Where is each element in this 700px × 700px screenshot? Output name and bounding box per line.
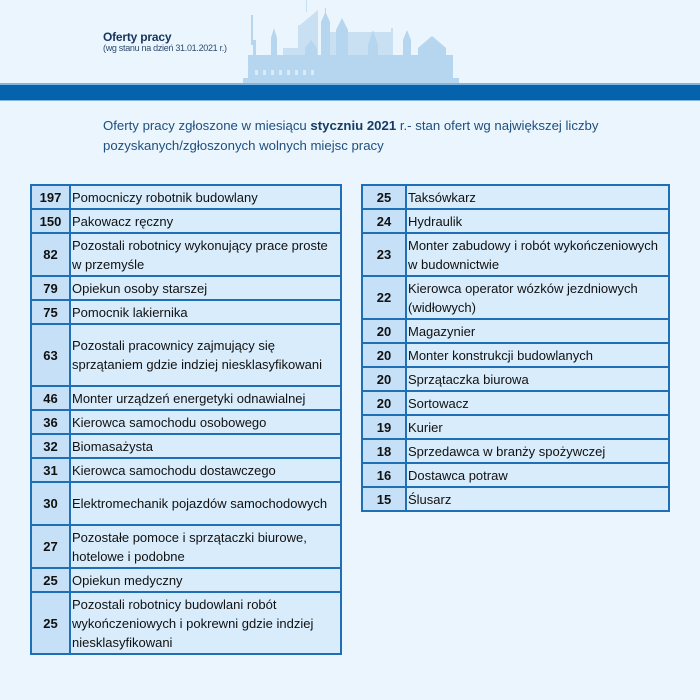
offer-count: 25 — [31, 592, 70, 654]
intro-paragraph — [103, 116, 643, 156]
offer-count: 31 — [31, 458, 70, 482]
table-row — [362, 319, 669, 343]
occupation-name: Monter konstrukcji budowlanych — [406, 343, 669, 367]
offer-count: 20 — [362, 319, 406, 343]
table-row — [31, 324, 341, 386]
offer-count: 24 — [362, 209, 406, 233]
city-skyline-illustration — [243, 0, 459, 84]
occupation-name: Sprzątaczka biurowa — [406, 367, 669, 391]
occupation-name: Pozostałe pomoce i sprzątaczki biurowe, hotelowe i podobne — [70, 525, 341, 568]
occupation-name: Pozostali robotnicy wykonujący prace proste w przemyśle — [70, 233, 341, 276]
table-row — [31, 410, 341, 434]
table-row — [31, 434, 341, 458]
header-band-shadow — [0, 100, 700, 101]
occupation-name: Monter urządzeń energetyki odnawialnej — [70, 386, 341, 410]
occupation-name: Ślusarz — [406, 487, 669, 511]
offer-count: 23 — [362, 233, 406, 276]
job-offers-table-left — [30, 184, 342, 655]
offer-count: 27 — [31, 525, 70, 568]
occupation-name: Dostawca potraw — [406, 463, 669, 487]
table-row — [362, 185, 669, 209]
table-row — [31, 185, 341, 209]
occupation-name: Kurier — [406, 415, 669, 439]
offer-count: 75 — [31, 300, 70, 324]
offer-count: 19 — [362, 415, 406, 439]
occupation-name: Monter zabudowy i robót wykończeniowych w budownictwie — [406, 233, 669, 276]
occupation-name: Magazynier — [406, 319, 669, 343]
offer-count: 22 — [362, 276, 406, 319]
intro-text-after: r.- stan ofert wg największej liczby pozyskanych/zgłoszonych wolnych miejsc pracy — [103, 118, 599, 153]
offer-count: 18 — [362, 439, 406, 463]
table-row — [362, 463, 669, 487]
table-row — [31, 209, 341, 233]
occupation-name: Taksówkarz — [406, 185, 669, 209]
offer-count: 30 — [31, 482, 70, 525]
table-row — [362, 391, 669, 415]
offer-count: 63 — [31, 324, 70, 386]
table-row — [362, 233, 669, 276]
offer-count: 82 — [31, 233, 70, 276]
occupation-name: Pomocnik lakiernika — [70, 300, 341, 324]
page-title: Oferty pracy — [103, 30, 172, 44]
page-subtitle: (wg stanu na dzień 31.01.2021 r.) — [103, 43, 227, 53]
table-row — [31, 482, 341, 525]
table-row — [362, 367, 669, 391]
occupation-name: Kierowca operator wózków jezdniowych (widłowych) — [406, 276, 669, 319]
offer-count: 79 — [31, 276, 70, 300]
table-row — [31, 592, 341, 654]
offer-count: 25 — [31, 568, 70, 592]
occupation-name: Pakowacz ręczny — [70, 209, 341, 233]
table-row — [362, 209, 669, 233]
occupation-name: Biomasażysta — [70, 434, 341, 458]
table-row — [31, 386, 341, 410]
offer-count: 15 — [362, 487, 406, 511]
table-row — [362, 415, 669, 439]
table-row — [31, 233, 341, 276]
table-row — [362, 439, 669, 463]
occupation-name: Kierowca samochodu dostawczego — [70, 458, 341, 482]
offer-count: 36 — [31, 410, 70, 434]
occupation-name: Elektromechanik pojazdów samochodowych — [70, 482, 341, 525]
occupation-name: Pomocniczy robotnik budowlany — [70, 185, 341, 209]
table-row — [31, 568, 341, 592]
table-row — [31, 276, 341, 300]
offer-count: 46 — [31, 386, 70, 410]
offer-count: 32 — [31, 434, 70, 458]
table-row — [31, 525, 341, 568]
table-row — [362, 343, 669, 367]
table-row — [362, 487, 669, 511]
offer-count: 150 — [31, 209, 70, 233]
offer-count: 25 — [362, 185, 406, 209]
offer-count: 20 — [362, 391, 406, 415]
occupation-name: Pozostali robotnicy budowlani robót wykończeniowych i pokrewni gdzie indziej niesklasyfikowani — [70, 592, 341, 654]
intro-text-before: Oferty pracy zgłoszone w miesiącu — [103, 118, 311, 133]
table-row — [31, 300, 341, 324]
occupation-name: Kierowca samochodu osobowego — [70, 410, 341, 434]
offer-count: 20 — [362, 343, 406, 367]
header-band — [0, 85, 700, 100]
offer-count: 16 — [362, 463, 406, 487]
occupation-name: Sortowacz — [406, 391, 669, 415]
table-row — [362, 276, 669, 319]
offer-count: 197 — [31, 185, 70, 209]
occupation-name: Opiekun osoby starszej — [70, 276, 341, 300]
offer-count: 20 — [362, 367, 406, 391]
occupation-name: Opiekun medyczny — [70, 568, 341, 592]
occupation-name: Sprzedawca w branży spożywczej — [406, 439, 669, 463]
occupation-name: Pozostali pracownicy zajmujący się sprzątaniem gdzie indziej niesklasyfikowani — [70, 324, 341, 386]
occupation-name: Hydraulik — [406, 209, 669, 233]
job-offers-table-right — [361, 184, 670, 512]
table-row — [31, 458, 341, 482]
intro-text-bold: styczniu 2021 — [310, 118, 397, 133]
